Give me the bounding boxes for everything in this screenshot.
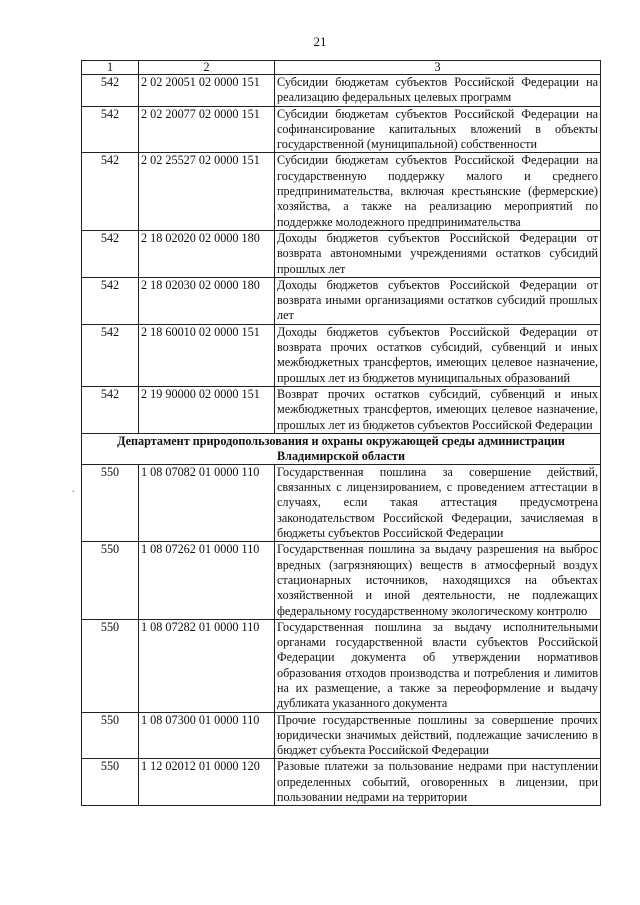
table-row <box>82 386 601 433</box>
income-description: Субсидии бюджетам субъектов Российской Федерации на реализацию федеральных целевых программ <box>275 75 601 107</box>
section-row <box>82 433 601 464</box>
page-number: 21 <box>313 34 327 49</box>
table-row <box>82 153 601 230</box>
table-row <box>82 75 601 107</box>
budget-code: 1 12 02012 01 0000 120 <box>139 759 275 806</box>
income-codes-table <box>81 60 601 806</box>
admin-code: 542 <box>82 230 139 277</box>
income-description: Прочие государственные пошлины за совершение прочих юридически значимых действий, подлежащие зачислению в бюджет субъекта Российской Федерации <box>275 712 601 759</box>
budget-code: 1 08 07300 01 0000 110 <box>139 712 275 759</box>
budget-code: 1 08 07282 01 0000 110 <box>139 619 275 712</box>
table-row <box>82 324 601 386</box>
section-heading: Департамент природопользования и охраны окружающей среды администрации Владимирской области <box>82 433 601 464</box>
income-description: Государственная пошлина за выдачу разрешения на выброс вредных (загрязняющих) веществ в атмосферный воздух стационарных источников, находящихся на объектах хозяйственной и иной деятельности, не подлежащих федеральному государственному экологическому контролю <box>275 542 601 619</box>
admin-code: 542 <box>82 277 139 324</box>
table-row <box>82 542 601 619</box>
column-header-2: 2 <box>139 61 275 75</box>
budget-code: 2 18 02030 02 0000 180 <box>139 277 275 324</box>
admin-code: 542 <box>82 75 139 107</box>
column-header-3: 3 <box>275 61 601 75</box>
admin-code: 550 <box>82 759 139 806</box>
income-description: Государственная пошлина за совершение действий, связанных с лицензированием, с проведением аттестации в случаях, если такая аттестация предусмотрена законодательством Российской Федерации, зачисляемая в бюджеты субъектов Российской Федерации <box>275 464 601 541</box>
admin-code: 542 <box>82 106 139 153</box>
admin-code: 542 <box>82 324 139 386</box>
admin-code: 550 <box>82 619 139 712</box>
income-description: Субсидии бюджетам субъектов Российской Федерации на софинансирование капитальных вложений в объекты государственной (муниципальной) собственности <box>275 106 601 153</box>
budget-code: 2 02 25527 02 0000 151 <box>139 153 275 230</box>
income-description: Возврат прочих остатков субсидий, субвенций и иных межбюджетных трансфертов, имеющих целевое назначение, прошлых лет из бюджетов субъектов Российской Федерации <box>275 386 601 433</box>
admin-code: 550 <box>82 464 139 541</box>
table-row <box>82 106 601 153</box>
table-row <box>82 759 601 806</box>
table-row <box>82 619 601 712</box>
income-description: Государственная пошлина за выдачу исполнительными органами государственной власти субъектов Российской Федерации документа об утверждении нормативов образования отходов производства и потребления и лимитов на их размещение, а также за переоформление и выдачу дубликата указанного документа <box>275 619 601 712</box>
budget-code: 2 02 20051 02 0000 151 <box>139 75 275 107</box>
table-row <box>82 277 601 324</box>
income-description: Субсидии бюджетам субъектов Российской Федерации на государственную поддержку малого и среднего предпринимательства, включая крестьянские (фермерские) хозяйства, а также на реализацию мероприятий по поддержке молодежного предпринимательства <box>275 153 601 230</box>
budget-code: 1 08 07082 01 0000 110 <box>139 464 275 541</box>
budget-code: 2 02 20077 02 0000 151 <box>139 106 275 153</box>
income-description: Разовые платежи за пользование недрами при наступлении определенных событий, оговоренных в лицензии, при пользовании недрами на территории <box>275 759 601 806</box>
income-description: Доходы бюджетов субъектов Российской Федерации от возврата прочих остатков субсидий, субвенций и иных межбюджетных трансфертов, имеющих целевое назначение, прошлых лет из бюджетов муниципальных образований <box>275 324 601 386</box>
table-header-row <box>82 61 601 75</box>
column-header-1: 1 <box>82 61 139 75</box>
budget-code: 2 18 02020 02 0000 180 <box>139 230 275 277</box>
income-description: Доходы бюджетов субъектов Российской Федерации от возврата иными организациями остатков субсидий прошлых лет <box>275 277 601 324</box>
table-row <box>82 712 601 759</box>
budget-code: 1 08 07262 01 0000 110 <box>139 542 275 619</box>
income-description: Доходы бюджетов субъектов Российской Федерации от возврата автономными учреждениями остатков субсидий прошлых лет <box>275 230 601 277</box>
admin-code: 542 <box>82 153 139 230</box>
table-row <box>82 230 601 277</box>
budget-code: 2 19 90000 02 0000 151 <box>139 386 275 433</box>
admin-code: 550 <box>82 712 139 759</box>
table-row <box>82 464 601 541</box>
admin-code: 550 <box>82 542 139 619</box>
scan-mark: . <box>72 484 75 495</box>
admin-code: 542 <box>82 386 139 433</box>
budget-code: 2 18 60010 02 0000 151 <box>139 324 275 386</box>
